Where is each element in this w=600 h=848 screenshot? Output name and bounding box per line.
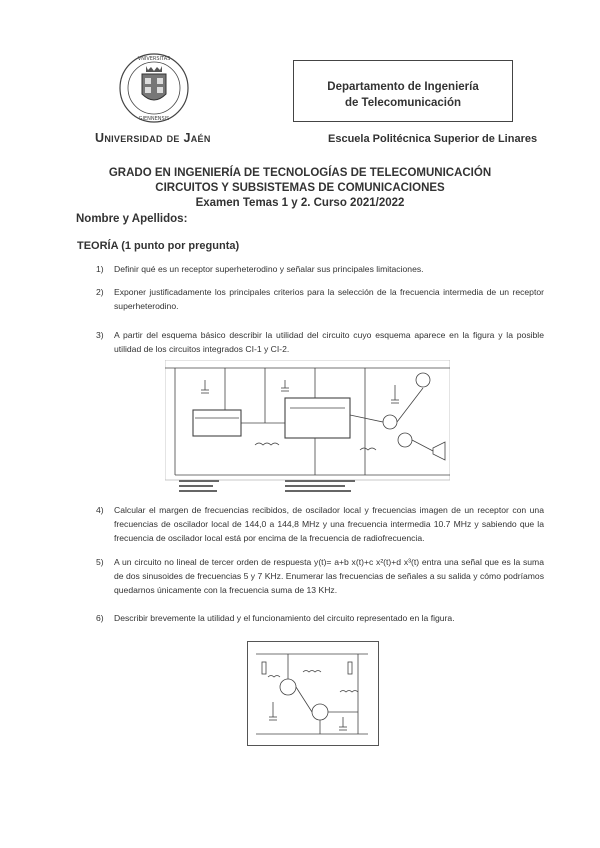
exam-title: Examen Temas 1 y 2. Curso 2021/2022 (195, 197, 405, 209)
svg-text:VNIVERSITAS: VNIVERSITAS (137, 56, 171, 62)
question-number: 5) (96, 557, 104, 567)
circuit-schematic-figure-2 (247, 641, 379, 746)
svg-text:GIENNENSIS: GIENNENSIS (138, 116, 170, 122)
department-line2: de Telecomunicación (344, 97, 462, 109)
name-label: Nombre y Apellidos: (76, 213, 188, 225)
section-heading: TEORÍA (1 punto por pregunta) (77, 240, 240, 252)
question-number: 4) (96, 505, 104, 515)
question-text: Calcular el margen de frecuencias recibidos, de oscilador local y frecuencias imagen de un receptor con una frecuencias de oscilador local de 144,0 a 144,8 MHz y una frecuencia intermedia 10.7 MHz y sabiendo que la frecuencia de oscilador local está por encima de la frecuencia de radiofrecuencia. (114, 505, 544, 543)
question-number: 6) (96, 613, 104, 623)
question-number: 2) (96, 287, 104, 297)
university-seal-logo (118, 52, 190, 124)
question-number: 3) (96, 330, 104, 340)
school-name: Escuela Politécnica Superior de Linares (328, 133, 538, 145)
question-text: A partir del esquema básico describir la utilidad del circuito cuyo esquema aparece en la figura y la posible utilidad de los circuitos integrados CI-1 y CI-2. (114, 330, 544, 354)
circuit-schematic-figure-1 (165, 360, 450, 495)
degree-title: GRADO EN INGENIERÍA DE TECNOLOGÍAS DE TELECOMUNICACIÓN (108, 167, 492, 179)
department-box (293, 60, 513, 122)
question-text: A un circuito no lineal de tercer orden de respuesta y(t)= a+b x(t)+c x²(t)+d x³(t) entra una señal que es la suma de dos sinusoides de frecuencias 5 y 7 KHz. Enumerar las frecuencias de señales a su salida y cómo podríamos quedarnos únicamente con la frecuencia suma de 13 KHz. (114, 557, 544, 595)
course-title: CIRCUITOS Y SUBSISTEMAS DE COMUNICACIONES (155, 182, 445, 194)
department-line1: Departamento de Ingeniería (327, 81, 479, 93)
question-text: Describir brevemente la utilidad y el funcionamiento del circuito representado en la figura. (114, 613, 455, 623)
question-text: Exponer justificadamente los principales criterios para la selección de la frecuencia intermedia de un receptor superheterodino. (114, 287, 544, 311)
question-text: Definir qué es un receptor superheterodino y señalar sus principales limitaciones. (114, 264, 424, 274)
university-name: Universidad de Jaén (95, 131, 211, 145)
question-number: 1) (96, 264, 104, 274)
